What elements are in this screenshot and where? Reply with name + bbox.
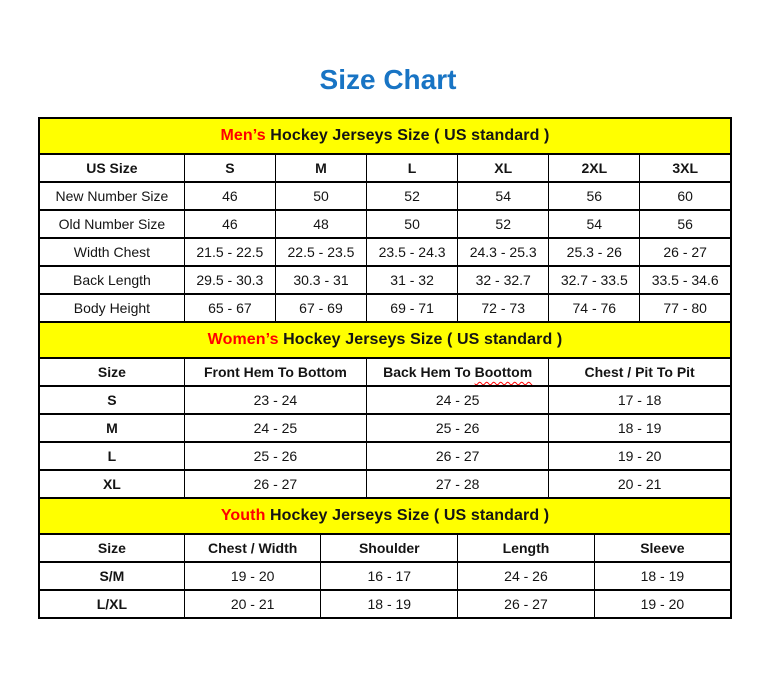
youth-row-label: S/M bbox=[39, 562, 184, 590]
mens-data-cell: 23.5 - 24.3 bbox=[367, 238, 458, 266]
womens-table-row bbox=[39, 442, 731, 470]
youth-banner-category: Youth bbox=[220, 507, 266, 524]
mens-data-cell: 30.3 - 31 bbox=[275, 266, 366, 294]
mens-column-header: US Size bbox=[39, 154, 184, 182]
youth-size-table bbox=[38, 497, 732, 619]
womens-data-cell: 26 - 27 bbox=[367, 442, 549, 470]
youth-column-header: Chest / Width bbox=[184, 534, 321, 562]
size-tables-container bbox=[38, 117, 732, 619]
mens-data-cell: 56 bbox=[549, 182, 640, 210]
mens-table-row bbox=[39, 210, 731, 238]
youth-table-row bbox=[39, 562, 731, 590]
mens-data-cell: 60 bbox=[640, 182, 731, 210]
womens-banner-title: Hockey Jerseys Size ( US standard ) bbox=[278, 331, 563, 348]
mens-column-header: 3XL bbox=[640, 154, 731, 182]
womens-column-header bbox=[367, 358, 549, 386]
womens-data-cell: 25 - 26 bbox=[184, 442, 366, 470]
womens-data-cell: 24 - 25 bbox=[184, 414, 366, 442]
mens-table-row bbox=[39, 182, 731, 210]
youth-column-header: Sleeve bbox=[594, 534, 731, 562]
womens-row-label: L bbox=[39, 442, 184, 470]
mens-table-row bbox=[39, 294, 731, 322]
mens-data-cell: 69 - 71 bbox=[367, 294, 458, 322]
mens-banner-category: Men’s bbox=[220, 127, 266, 144]
mens-banner-title: Hockey Jerseys Size ( US standard ) bbox=[265, 127, 550, 144]
youth-column-header: Size bbox=[39, 534, 184, 562]
mens-column-header: 2XL bbox=[549, 154, 640, 182]
mens-data-cell: 50 bbox=[367, 210, 458, 238]
mens-data-cell: 52 bbox=[367, 182, 458, 210]
youth-column-header: Length bbox=[458, 534, 595, 562]
womens-column-header-prefix: Back Hem To bbox=[383, 364, 475, 380]
womens-table-row bbox=[39, 414, 731, 442]
mens-data-cell: 32.7 - 33.5 bbox=[549, 266, 640, 294]
mens-data-cell: 46 bbox=[184, 210, 275, 238]
youth-column-header: Shoulder bbox=[321, 534, 458, 562]
mens-data-cell: 56 bbox=[640, 210, 731, 238]
mens-data-cell: 67 - 69 bbox=[275, 294, 366, 322]
mens-data-cell: 24.3 - 25.3 bbox=[458, 238, 549, 266]
youth-data-cell: 19 - 20 bbox=[184, 562, 321, 590]
mens-data-cell: 22.5 - 23.5 bbox=[275, 238, 366, 266]
womens-row-label: XL bbox=[39, 470, 184, 498]
mens-column-header: XL bbox=[458, 154, 549, 182]
mens-row-label: Back Length bbox=[39, 266, 184, 294]
womens-column-header: Front Hem To Bottom bbox=[184, 358, 366, 386]
youth-table-row bbox=[39, 590, 731, 618]
mens-data-cell: 46 bbox=[184, 182, 275, 210]
mens-data-cell: 26 - 27 bbox=[640, 238, 731, 266]
mens-data-cell: 77 - 80 bbox=[640, 294, 731, 322]
youth-data-cell: 26 - 27 bbox=[458, 590, 595, 618]
youth-data-cell: 18 - 19 bbox=[321, 590, 458, 618]
womens-banner-category: Women’s bbox=[207, 331, 279, 348]
mens-row-label: Width Chest bbox=[39, 238, 184, 266]
womens-size-table bbox=[38, 321, 732, 499]
youth-data-cell: 19 - 20 bbox=[594, 590, 731, 618]
youth-data-cell: 16 - 17 bbox=[321, 562, 458, 590]
womens-data-cell: 24 - 25 bbox=[367, 386, 549, 414]
womens-data-cell: 26 - 27 bbox=[184, 470, 366, 498]
womens-banner-row bbox=[39, 322, 731, 358]
womens-data-cell: 20 - 21 bbox=[549, 470, 731, 498]
youth-banner-cell bbox=[39, 498, 731, 534]
mens-row-label: Body Height bbox=[39, 294, 184, 322]
mens-row-label: New Number Size bbox=[39, 182, 184, 210]
womens-row-label: M bbox=[39, 414, 184, 442]
mens-table-row bbox=[39, 266, 731, 294]
womens-column-header: Chest / Pit To Pit bbox=[549, 358, 731, 386]
mens-size-table bbox=[38, 117, 732, 323]
youth-row-label: L/XL bbox=[39, 590, 184, 618]
mens-column-header: S bbox=[184, 154, 275, 182]
mens-header-row bbox=[39, 154, 731, 182]
mens-data-cell: 32 - 32.7 bbox=[458, 266, 549, 294]
mens-table-row bbox=[39, 238, 731, 266]
mens-row-label: Old Number Size bbox=[39, 210, 184, 238]
womens-data-cell: 23 - 24 bbox=[184, 386, 366, 414]
womens-data-cell: 25 - 26 bbox=[367, 414, 549, 442]
womens-column-header-misspelled-word: Boottom bbox=[474, 364, 533, 380]
mens-data-cell: 54 bbox=[458, 182, 549, 210]
mens-banner-row bbox=[39, 118, 731, 154]
womens-row-label: S bbox=[39, 386, 184, 414]
mens-data-cell: 33.5 - 34.6 bbox=[640, 266, 731, 294]
mens-data-cell: 54 bbox=[549, 210, 640, 238]
womens-data-cell: 27 - 28 bbox=[367, 470, 549, 498]
mens-banner-cell bbox=[39, 118, 731, 154]
youth-data-cell: 24 - 26 bbox=[458, 562, 595, 590]
mens-data-cell: 74 - 76 bbox=[549, 294, 640, 322]
mens-data-cell: 50 bbox=[275, 182, 366, 210]
mens-data-cell: 48 bbox=[275, 210, 366, 238]
youth-data-cell: 18 - 19 bbox=[594, 562, 731, 590]
mens-column-header: L bbox=[367, 154, 458, 182]
mens-data-cell: 29.5 - 30.3 bbox=[184, 266, 275, 294]
youth-header-row bbox=[39, 534, 731, 562]
youth-data-cell: 20 - 21 bbox=[184, 590, 321, 618]
womens-column-header: Size bbox=[39, 358, 184, 386]
womens-data-cell: 19 - 20 bbox=[549, 442, 731, 470]
womens-data-cell: 17 - 18 bbox=[549, 386, 731, 414]
womens-data-cell: 18 - 19 bbox=[549, 414, 731, 442]
mens-data-cell: 25.3 - 26 bbox=[549, 238, 640, 266]
mens-data-cell: 72 - 73 bbox=[458, 294, 549, 322]
mens-data-cell: 65 - 67 bbox=[184, 294, 275, 322]
page-title: Size Chart bbox=[319, 64, 457, 95]
womens-table-row bbox=[39, 470, 731, 498]
womens-table-row bbox=[39, 386, 731, 414]
womens-header-row bbox=[39, 358, 731, 386]
mens-data-cell: 31 - 32 bbox=[367, 266, 458, 294]
youth-banner-title: Hockey Jerseys Size ( US standard ) bbox=[265, 507, 550, 524]
mens-data-cell: 21.5 - 22.5 bbox=[184, 238, 275, 266]
womens-banner-cell bbox=[39, 322, 731, 358]
youth-banner-row bbox=[39, 498, 731, 534]
mens-column-header: M bbox=[275, 154, 366, 182]
mens-data-cell: 52 bbox=[458, 210, 549, 238]
